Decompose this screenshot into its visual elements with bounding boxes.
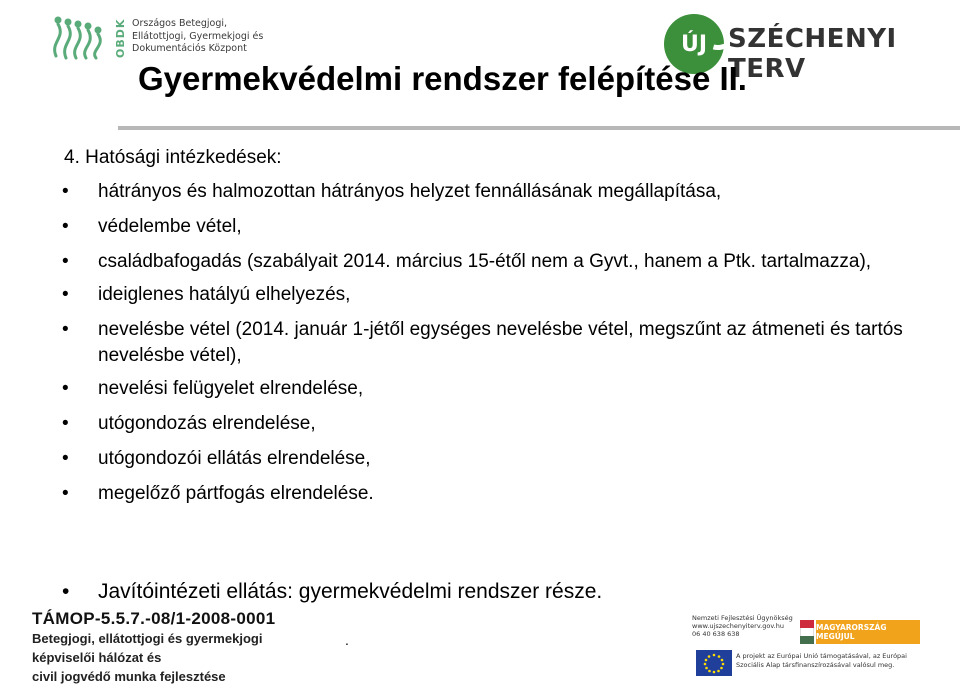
list-item-text: ideiglenes hatályú elhelyezés, [98,284,351,305]
list-item-text: utógondozás elrendelése, [98,413,316,434]
bullet-icon: • [62,580,70,603]
project-description-line: képviselői hálózat és [32,650,162,665]
szechenyi-circle-icon: ÚJ [664,14,724,74]
list-item-text: hátrányos és halmozottan hátrányos helyzet fennállásának megállapítása, [98,181,722,202]
title-divider [118,126,960,130]
project-description-line: civil jogvédő munka fejlesztése [32,669,226,684]
bullet-icon: • [62,251,69,272]
funding-logos [692,612,932,692]
bullet-icon: • [62,378,69,399]
obdk-mark-icon [48,12,110,64]
list-item [62,446,922,472]
juvenile-institution-item [62,580,602,604]
project-code: TÁMOP-5.5.7.-08/1-2008-0001 [32,609,276,628]
obdk-name-line: Dokumentációs Központ [132,43,247,54]
footer-dot: . [345,632,349,648]
bullet-icon: • [62,483,69,504]
hungarian-flag-icon [800,620,814,644]
measures-list [62,179,922,516]
bullet-icon: • [62,216,69,237]
project-description-line: Betegjogi, ellátottjogi és gyermekjogi [32,631,263,646]
eu-flag-icon [696,650,732,676]
list-item [62,376,922,402]
list-item-text: családbafogadás (szabályait 2014. március 15-étől nem a Gyvt., hanem a Ptk. tartalmazza), [98,251,872,272]
bullet-icon: • [62,448,69,469]
obdk-name-line: Ellátottjogi, Gyermekjogi és [132,30,264,42]
obdk-acronym: OBDK [114,18,127,58]
bullet-icon: • [62,319,69,340]
obdk-name [132,18,282,56]
szechenyi-name: SZÉCHENYI TERV [728,24,897,84]
obdk-logo [48,8,278,64]
list-item [62,481,922,507]
bullet-icon: • [62,181,69,202]
ndu-line: www.ujszechenyiterv.gov.hu [692,622,784,630]
list-item [62,282,922,308]
ndu-line: Nemzeti Fejlesztési Ügynökség [692,614,793,622]
ndu-line: 06 40 638 638 [692,630,740,638]
list-item [62,317,922,369]
list-item-text: utógondozói ellátás elrendelése, [98,448,371,469]
list-item-text: megelőző pártfogás elrendelése. [98,483,374,504]
list-item-text: nevelési felügyelet elrendelése, [98,378,364,399]
obdk-name-line: Országos Betegjogi, [132,18,228,29]
list-item [62,249,922,275]
list-item [62,214,922,240]
list-item-text: Javítóintézeti ellátás: gyermekvédelmi rendszer része. [98,580,603,603]
section-heading: 4. Hatósági intézkedések: [64,147,282,168]
list-item [62,411,922,437]
bullet-icon: • [62,413,69,434]
ndu-info [692,614,802,638]
list-item-text: nevelésbe vétel (2014. január 1-jétől egységes nevelésbe vétel, megszűnt az átmeneti és tartós nevelésbe vétel), [98,319,903,366]
project-footer [32,609,332,686]
list-item-text: védelembe vétel, [98,216,242,237]
eu-funding-text: A projekt az Európai Unió támogatásával, az Európai Szociális Alap társfinanszírozásával valósul meg. [736,652,907,669]
list-item [62,179,922,205]
magyarorszag-megujul-banner: MAGYARORSZÁG MEGÚJUL [816,620,920,644]
bullet-icon: • [62,284,69,305]
page-title: Gyermekvédelmi rendszer felépítése II. [138,60,747,97]
